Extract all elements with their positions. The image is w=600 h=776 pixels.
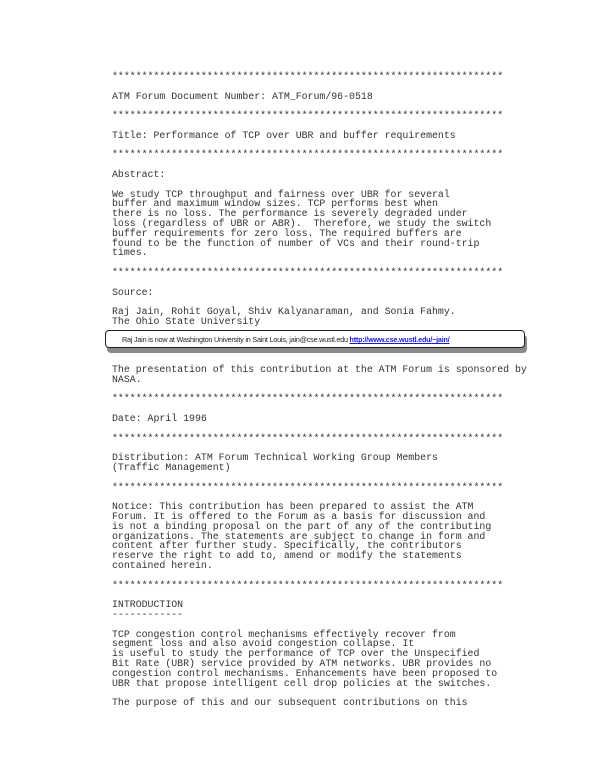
separator: ****************************************************************** — [112, 432, 504, 444]
document-title: Title: Performance of TCP over UBR and buffer requirements — [112, 129, 456, 141]
heading-underline: ------------ — [112, 608, 184, 620]
separator: ****************************************************************** — [112, 149, 504, 161]
abstract-line: loss (regardless of UBR or ABR). Therefore, we study the switch — [112, 217, 492, 229]
notice-line: is not a binding proposal on the part of any of the contributing — [112, 520, 492, 532]
distribution-line: Distribution: ATM Forum Technical Working Group Members — [112, 452, 438, 464]
notice-line: contained herein. — [112, 559, 213, 571]
separator: ****************************************************************** — [112, 481, 504, 493]
authors: Raj Jain, Rohit Goyal, Shiv Kalyanaraman, and Sonia Fahmy. — [112, 306, 456, 318]
homepage-link[interactable]: http://www.cse.wustl.edu/~jain/ — [349, 335, 450, 344]
separator: ****************************************************************** — [112, 579, 504, 591]
intro-line: UBR that propose intelligent cell drop policies at the switches. — [112, 677, 492, 689]
sponsor-line: The presentation of this contribution at the ATM Forum is sponsored by — [112, 364, 527, 375]
notice-line: Notice: This contribution has been prepared to assist the ATM — [112, 501, 474, 513]
document-number: ATM Forum Document Number: ATM_Forum/96-0518 — [112, 90, 373, 102]
abstract-line: there is no loss. The performance is severely degraded under — [112, 208, 468, 220]
separator: ****************************************************************** — [112, 393, 504, 405]
separator: ****************************************************************** — [112, 266, 504, 278]
abstract-line: buffer and maximum window sizes. TCP performs best when — [112, 198, 438, 210]
notice-line: content after further study. Specifically, the contributors — [112, 540, 462, 552]
document-header-section — [112, 72, 503, 327]
sponsor-line: NASA. — [112, 373, 142, 385]
notice-line: organizations. The statements are subject to change in form and — [112, 530, 486, 542]
author-notice-banner — [105, 330, 525, 348]
intro-line: is useful to study the performance of TCP over the Unspecified — [112, 648, 480, 660]
intro-line: The purpose of this and our subsequent contributions on this — [112, 697, 468, 709]
notice-line: reserve the right to add to, amend or modify the statements — [112, 550, 462, 562]
distribution-line: (Traffic Management) — [112, 461, 231, 473]
intro-line: Bit Rate (UBR) service provided by ATM networks. UBR provides no — [112, 657, 492, 669]
abstract-line: times. — [112, 247, 148, 259]
source-heading: Source: — [112, 286, 154, 298]
abstract-line: buffer requirements for zero loss. The required buffers are — [112, 227, 462, 239]
date: Date: April 1996 — [112, 412, 207, 424]
banner-text: Raj Jain is now at Washington University in Saint Louis, jain@cse.wustl.edu — [122, 335, 350, 344]
intro-line: segment loss and also avoid congestion collapse. It — [112, 638, 415, 650]
intro-line: TCP congestion control mechanisms effectively recover from — [112, 628, 456, 640]
affiliation: The Ohio State University — [112, 315, 261, 327]
separator: ****************************************************************** — [112, 110, 504, 122]
intro-line: congestion control mechanisms. Enhancements have been proposed to — [112, 667, 498, 679]
document-body-section — [112, 365, 527, 708]
separator: ****************************************************************** — [112, 71, 504, 82]
abstract-line: We study TCP throughput and fairness over UBR for several — [112, 188, 450, 200]
abstract-heading: Abstract: — [112, 168, 166, 180]
notice-line: Forum. It is offered to the Forum as a basis for discussion and — [112, 510, 486, 522]
introduction-heading: INTRODUCTION — [112, 599, 184, 611]
abstract-line: found to be the function of number of VCs and their round-trip — [112, 237, 480, 249]
